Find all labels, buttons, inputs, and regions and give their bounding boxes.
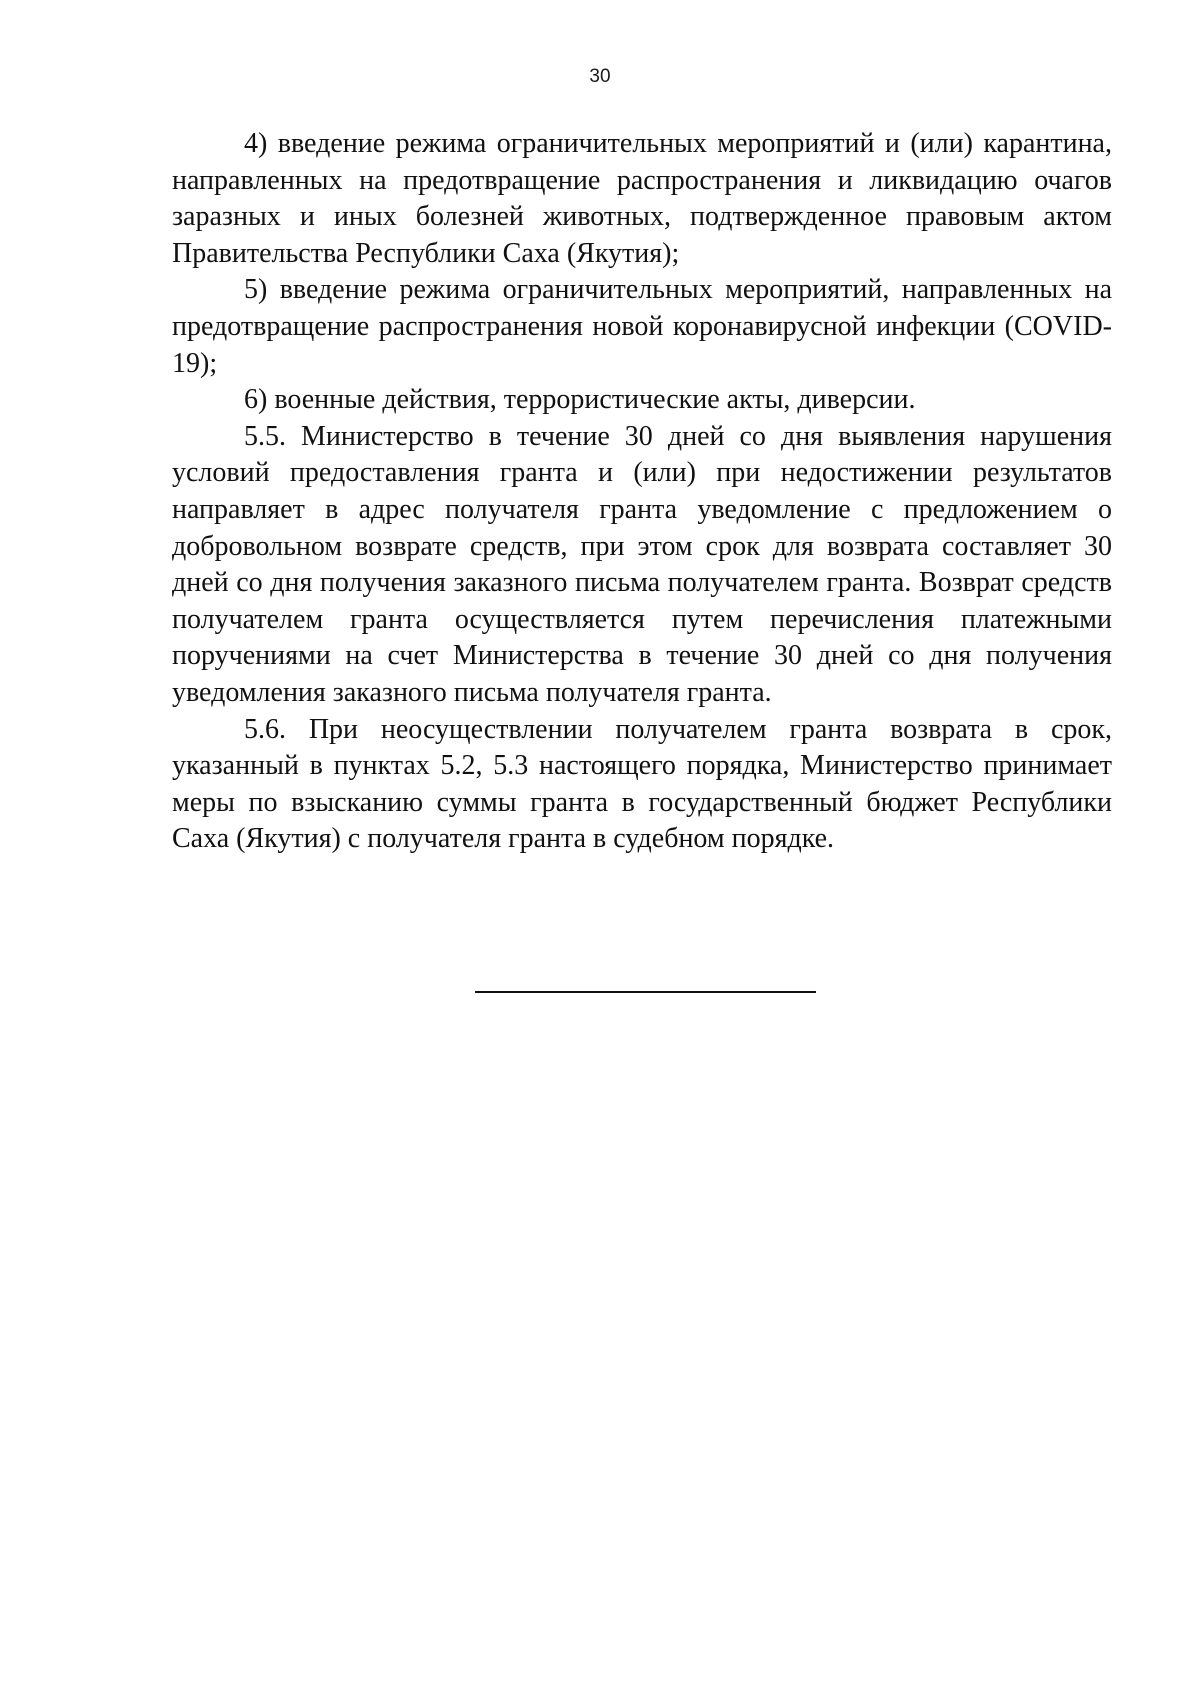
paragraph-clause-5-5: 5.5. Министерство в течение 30 дней со дня выявления нарушения условий предоставления гранта и (или) при недостижении результатов направляет в адрес получателя гранта уведомление с предложением о добровольном возврате средств, при этом срок для возврата составляет 30 дней со дня получения заказного письма получателем гранта. Возврат средств получателем гранта осуществляется путем перечисления платежными поручениями на счет Министерства в течение 30 дней со дня получения уведомления заказного письма получателя гранта. [172,420,1112,708]
paragraph-item-4: 4) введение режима ограничительных мероприятий и (или) карантина, направленных на предотвращение распространения и ликвидацию очагов заразных и иных болезней животных, подтвержденное правовым актом Правительства Республики Саха (Якутия); [172,128,1112,269]
paragraph-item-6: 6) военные действия, террористические акты, диверсии. [244,384,916,416]
page-number: 30 [589,66,611,87]
end-of-document-rule [475,991,816,993]
paragraph-item-5: 5) введение режима ограничительных мероприятий, направленных на предотвращение распространения новой коронавирусной инфекции (COVID-19); [172,274,1112,379]
paragraph-clause-5-6: 5.6. При неосуществлении получателем гранта возврата в срок, указанный в пунктах 5.2, 5.3 настоящего порядка, Министерство принимает меры по взысканию суммы гранта в государственный бюджет Республики Саха (Якутия) с получателя гранта в судебном порядке. [172,713,1112,855]
document-body [172,126,1112,858]
